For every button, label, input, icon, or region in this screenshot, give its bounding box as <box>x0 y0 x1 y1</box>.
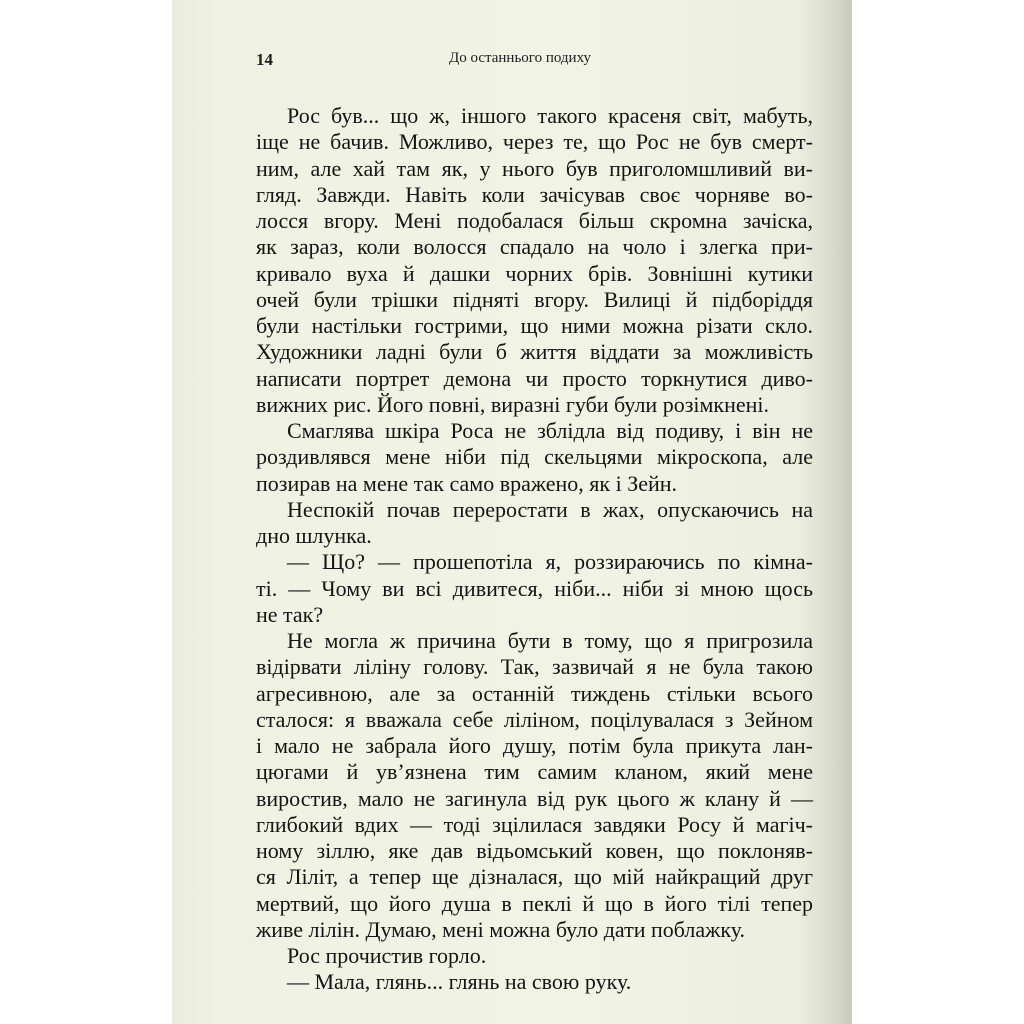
text-line: глибокий вдих — тоді зцілилася завдяки Росу й магіч- <box>256 811 813 837</box>
text-line: написати портрет демона чи просто торкнутися диво- <box>256 365 813 391</box>
text-line: Не могла ж причина бути в тому, що я пригрозила <box>287 628 813 653</box>
text-line: Рос прочистив горло. <box>287 943 487 968</box>
paragraph <box>256 969 813 995</box>
paragraph <box>256 497 813 550</box>
text-line: відірвати ліліну голову. Так, зазвичай я не була такою <box>256 654 813 680</box>
text-line: цюгами й ув’язнена тим самим кланом, який мене <box>256 759 813 785</box>
paragraph <box>256 418 813 497</box>
paragraph <box>256 549 813 628</box>
paragraph <box>256 628 813 943</box>
text-line: роздивлявся мене ніби під скельцями мікроскопа, але <box>256 444 813 470</box>
text-line: лосся вгору. Мені подобалася більш скромна зачіска, <box>256 208 813 233</box>
text-line: виростив, мало не загинула від рук цього ж клану й — <box>256 785 813 811</box>
text-line: очей були трішки підняті вгору. Вилиці й підборіддя <box>256 286 813 312</box>
text-line: ті. — Чому ви всі дивитеся, ніби... ніби зі мною щось <box>256 575 813 601</box>
page-body-text <box>256 103 813 996</box>
paragraph <box>256 943 813 969</box>
text-line: як зараз, коли волосся спадало на чоло і злегка при- <box>256 234 813 260</box>
text-line: не так? <box>256 601 324 627</box>
text-line: живе лілін. Думаю, мені можна було дати поблажку. <box>256 916 746 942</box>
text-line: — Мала, глянь... глянь на свою руку. <box>287 969 632 995</box>
text-line: Неспокій почав переростати в жах, опускаючись на <box>287 496 813 522</box>
text-line: Рос був... що ж, іншого такого красеня світ, мабуть, <box>287 103 813 128</box>
text-line: ним, але хай там як, у нього був приголомшливий ви- <box>256 155 813 181</box>
text-line: сталося: я вважала себе ліліном, поцілувалася з Зейном <box>256 706 813 732</box>
text-line: ному зіллю, яке дав відьомський ковен, що поклоняв- <box>256 838 813 863</box>
text-line: іще не бачив. Можливо, через те, що Рос не був смерт- <box>256 129 813 155</box>
text-line: Художники ладні були б життя віддати за можливість <box>256 339 813 365</box>
text-line: були настільки гострими, що ними можна різати скло. <box>256 313 813 338</box>
page-number: 14 <box>256 50 273 69</box>
text-line: гляд. Завжди. Навіть коли зачісував своє чорняве во- <box>256 181 813 207</box>
text-line: мертвий, що його душа в пеклі й що в його тілі тепер <box>256 890 813 916</box>
text-line: Смаглява шкіра Роса не зблідла від подиву, і він не <box>287 418 813 443</box>
paragraph <box>256 103 813 418</box>
text-line: ся Ліліт, а тепер ще дізналася, що мій найкращий друг <box>256 864 813 890</box>
text-line: агресивною, але за останній тиждень стільки всього <box>256 680 813 706</box>
text-line: кривало вуха й дашки чорних брів. Зовнішні кутики <box>256 260 813 286</box>
book-page <box>172 0 852 1024</box>
text-line: — Що? — прошепотіла я, роззираючись по кімна- <box>287 549 813 575</box>
text-line: і мало не забрала його душу, потім була прикута лан- <box>256 733 813 758</box>
text-line: вижних рис. Його повні, виразні губи були розімкнені. <box>256 391 770 417</box>
running-title: До останнього подиху <box>448 50 592 66</box>
text-line: позирав на мене так само вражено, як і Зейн. <box>256 470 678 496</box>
text-line: дно шлунка. <box>256 523 372 548</box>
